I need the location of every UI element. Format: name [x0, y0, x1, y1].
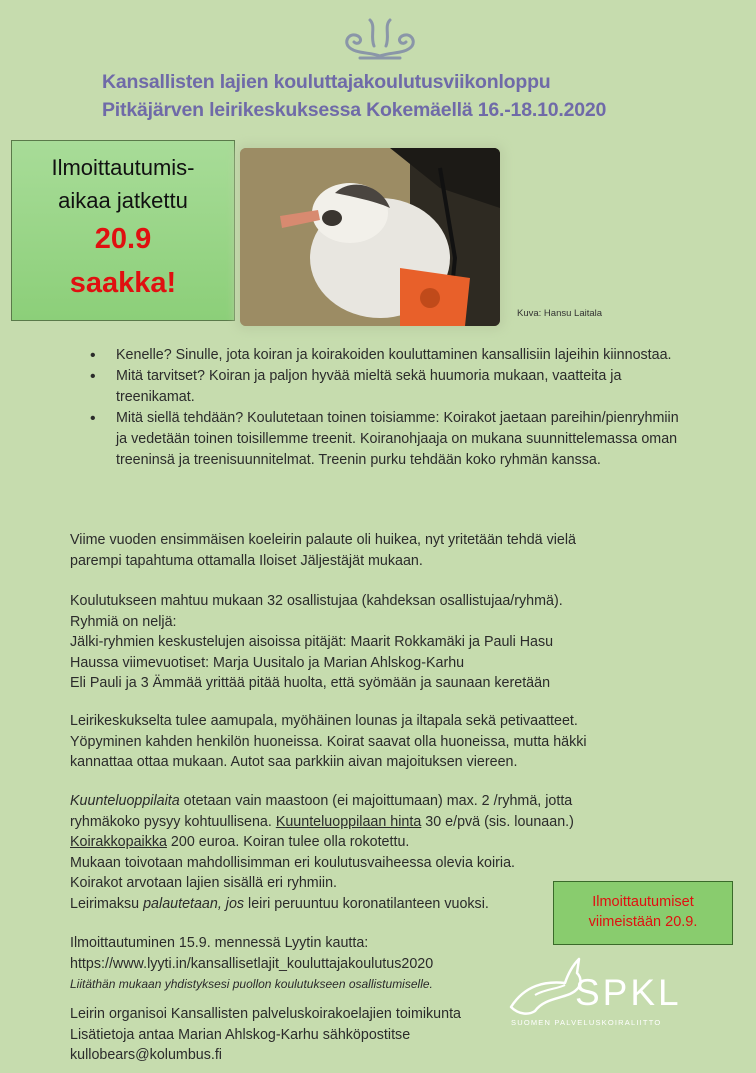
info-bullet-list	[88, 345, 688, 471]
registration-link[interactable]: https://www.lyyti.in/kansallisetlajit_kouluttajakoulutus2020	[70, 955, 434, 972]
list-item: • Mitä siellä tehdään? Koulutetaan toinen toisiamme: Koirakot jaetaan pareihin/pienryhmiin ja vedetään toinen toisillemme treenit. Koiranohjaaja on mukana suunnittelemassa oman treeninsä ja treenisuunnitelmat. Treenin purku tehdään koko ryhmän kanssa.	[88, 408, 688, 471]
auditor-label: Kuunteluoppilaita	[70, 793, 180, 809]
paragraph-line: Haussa viimevuotiset: Marja Uusitalo ja Marian Ahlskog-Karhu	[70, 654, 465, 671]
paragraph-line	[70, 791, 710, 812]
feedback-paragraph	[70, 530, 710, 571]
notice-until: saakka!	[69, 267, 177, 299]
spkl-logo-subtext: SUOMEN PALVELUSKOIRALIITTO	[511, 1018, 662, 1027]
paragraph-line: Eli Pauli ja 3 Ämmää yrittää pitää huolta, että syömään ja saunaan keretään	[70, 675, 551, 691]
contact-email[interactable]: kullobears@kolumbus.fi	[70, 1047, 222, 1063]
deadline-line-2: viimeistään 20.9.	[588, 914, 698, 930]
list-item: • Kenelle? Sinulle, jota koiran ja koirakoiden kouluttaminen kansallisiin lajeihin kiinnostaa.	[88, 345, 688, 366]
groups-paragraph	[70, 591, 710, 694]
paragraph-line: Yöpyminen kahden henkilön huoneissa. Koirat saavat olla huoneissa, mutta häkki	[70, 733, 587, 750]
notice-line-2: aikaa jatkettu	[58, 188, 188, 213]
dog-training-photo	[240, 148, 500, 326]
auditor-price: 30 e/pvä (sis. lounaan.)	[421, 813, 574, 830]
fee-refund-text: palautetaan, jos	[143, 895, 245, 912]
paragraph-line: Viime vuoden ensimmäisen koeleirin palaute oli huikea, nyt yritetään tehdä vielä	[70, 532, 576, 548]
floral-ornament-icon	[340, 16, 420, 64]
photo-caption: Kuva: Hansu Laitala	[517, 308, 603, 319]
paragraph-line: Ryhmiä on neljä:	[70, 613, 177, 630]
paragraph-line: Jälki-ryhmien keskustelujen aisoissa pitäjät: Maarit Rokkamäki ja Pauli Hasu	[70, 634, 554, 650]
list-item: • Mitä tarvitset? Koiran ja paljon hyvää mieltä sekä huumoria mukaan, vaatteita ja treenikamat.	[88, 366, 688, 408]
auditor-price-label: Kuunteluoppilaan hinta	[275, 813, 422, 830]
registration-extended-notice	[11, 140, 235, 321]
paragraph-line	[70, 832, 710, 853]
event-title	[102, 68, 742, 124]
paragraph-line: kannattaa ottaa mukaan. Autot saa parkkiin aivan majoituksen viereen.	[70, 754, 518, 770]
pricing-text: ryhmäkoko pysyy kohtuullisena.	[70, 813, 276, 830]
team-price-label: Koirakkopaikka	[70, 834, 167, 850]
paragraph-line: Leirin organisoi Kansallisten palveluskoirakoelajien toimikunta	[70, 1006, 462, 1022]
fee-text: Leirimaksu	[70, 895, 144, 912]
spkl-logo-text: SPKL	[575, 972, 682, 1013]
title-line-1: Kansallisten lajien kouluttajakoulutusviikonloppu	[102, 71, 551, 93]
paragraph-line: parempi tapahtuma ottamalla Iloiset Jäljestäjät mukaan.	[70, 552, 423, 569]
fee-text-end: leiri peruuntuu koronatilanteen vuoksi.	[244, 895, 489, 912]
paragraph-line: Lisätietoja antaa Marian Ahlskog-Karhu sähköpostitse	[70, 1026, 411, 1043]
paragraph-line	[70, 812, 710, 833]
title-line-2: Pitkäjärven leirikeskuksessa Kokemäellä 16.-18.10.2020	[102, 99, 607, 121]
lodging-paragraph	[70, 711, 710, 773]
team-price: 200 euroa. Koiran tulee olla rokotettu.	[166, 834, 410, 850]
notice-line-1: Ilmoittautumis-	[51, 155, 195, 180]
registration-deadline-box	[553, 881, 733, 945]
paragraph-line: Koulutukseen mahtuu mukaan 32 osallistujaa (kahdeksan osallistujaa/ryhmä).	[70, 593, 563, 609]
paragraph-line: Ilmoittautuminen 15.9. mennessä Lyytin kautta:	[70, 935, 369, 951]
paragraph-line: Mukaan toivotaan mahdollisimman eri koulutusvaiheessa olevia koiria.	[70, 854, 516, 871]
paragraph-line: Leirikeskukselta tulee aamupala, myöhäinen lounas ja iltapala sekä petivaatteet.	[70, 713, 578, 729]
auditor-text: otetaan vain maastoon (ei majoittumaan) max. 2 /ryhmä, jotta	[179, 793, 573, 809]
deadline-line-1: Ilmoittautumiset	[592, 894, 694, 910]
registration-note: Liitäthän mukaan yhdistyksesi puollon koulutukseen osallistumiselle.	[70, 977, 433, 991]
paragraph-line: Koirakot arvotaan lajien sisällä eri ryhmiin.	[70, 875, 337, 891]
notice-date: 20.9	[94, 223, 152, 255]
